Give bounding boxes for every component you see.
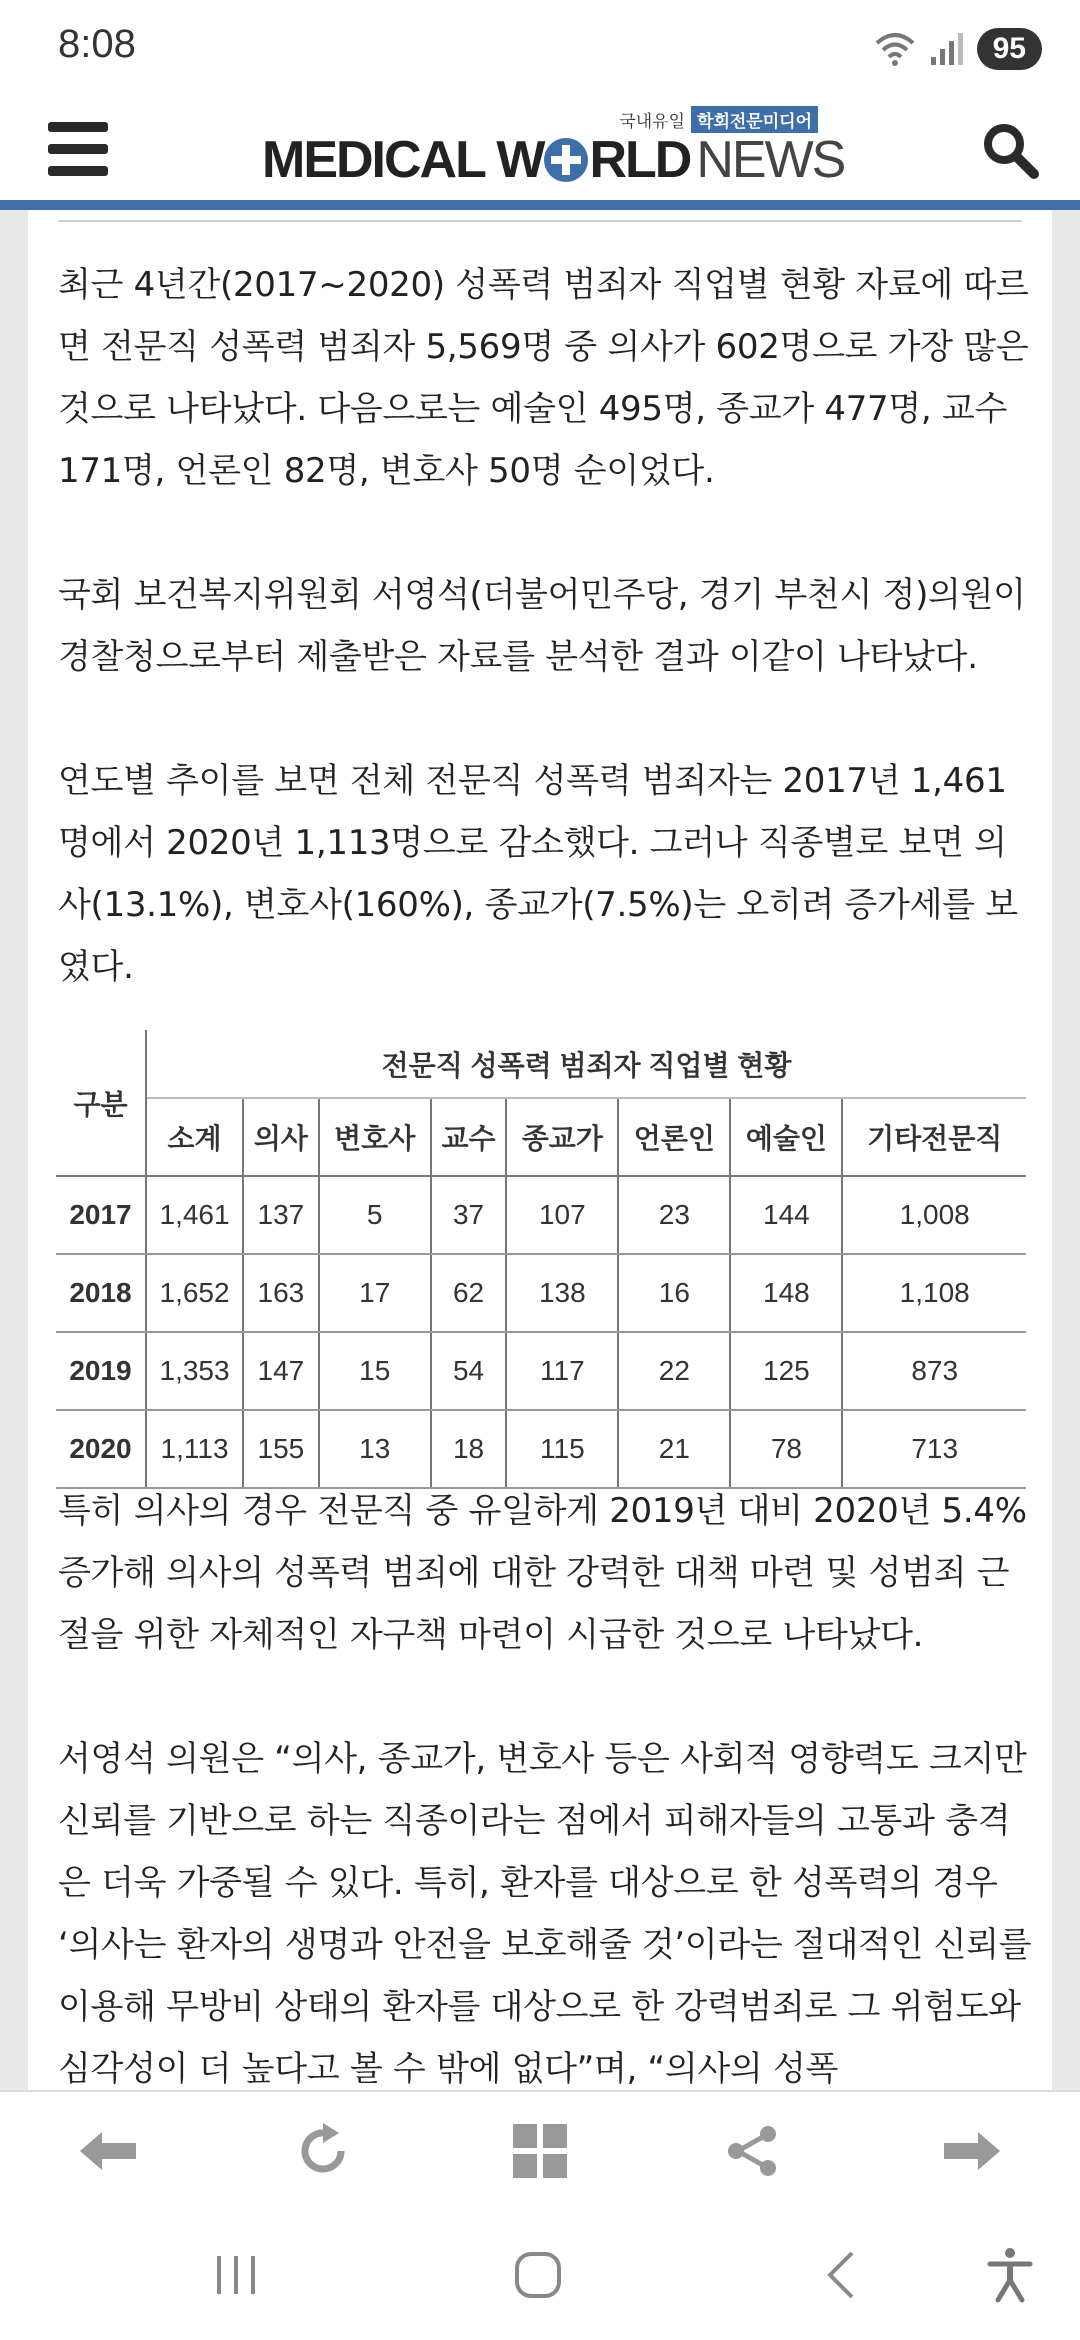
table-header-cell: 예술인 [730,1098,842,1176]
table-cell: 54 [431,1332,507,1410]
table-cell: 144 [730,1176,842,1254]
table-header-row [56,1098,1026,1176]
logo-badge: 학회전문미디어 [691,106,818,133]
table-row [56,1410,1026,1488]
table-cell: 23 [618,1176,730,1254]
table-cell: 22 [618,1332,730,1410]
table-cell: 1,008 [842,1176,1026,1254]
table-cell: 163 [243,1254,319,1332]
table-row [56,1332,1026,1410]
recent-apps-button[interactable] [196,2240,276,2310]
tabs-button[interactable] [500,2116,580,2186]
table-header-cell: 종교가 [506,1098,618,1176]
table-header-cell: 기타전문직 [842,1098,1026,1176]
hamburger-icon [48,122,108,132]
table-cell: 17 [319,1254,431,1332]
table-cell: 155 [243,1410,319,1488]
table-cell: 138 [506,1254,618,1332]
wifi-icon [873,29,917,69]
table-cell: 148 [730,1254,842,1332]
home-icon [512,2249,564,2301]
table-year-cell: 2018 [56,1254,146,1332]
share-button[interactable] [712,2116,792,2186]
system-back-icon [820,2249,860,2301]
table-cell: 1,652 [146,1254,243,1332]
refresh-button[interactable] [283,2116,363,2186]
tabs-grid-icon [511,2122,569,2180]
browser-nav-bar [0,2090,1080,2206]
table-cell: 37 [431,1176,507,1254]
table-cell: 873 [842,1332,1026,1410]
menu-button[interactable] [48,122,108,176]
recent-apps-icon [211,2252,261,2298]
table-year-cell: 2020 [56,1410,146,1488]
table-cell: 125 [730,1332,842,1410]
table-cell: 713 [842,1410,1026,1488]
table-cell: 1,113 [146,1410,243,1488]
back-button[interactable] [68,2116,148,2186]
table-header-cell: 언론인 [618,1098,730,1176]
table-year-cell: 2017 [56,1176,146,1254]
article-paragraph-2: 국회 보건복지위원회 서영석(더불어민주당, 경기 부천시 정)의원이 경찰청으로부터 제출받은 자료를 분석한 결과 이같이 나타났다. [58,575,1026,677]
search-icon [980,120,1040,180]
table-cell: 78 [730,1410,842,1488]
accessibility-button[interactable] [970,2240,1050,2310]
table-cell: 1,461 [146,1176,243,1254]
table-header-cell: 의사 [243,1098,319,1176]
table-cell: 16 [618,1254,730,1332]
site-logo[interactable] [262,104,845,196]
table-header-cell: 교수 [431,1098,507,1176]
system-nav-bar [0,2206,1080,2340]
table-cell: 115 [506,1410,618,1488]
table-row [56,1254,1026,1332]
header-accent-line [0,200,1080,210]
forward-icon [940,2126,1004,2176]
home-button[interactable] [498,2240,578,2310]
share-icon [724,2123,780,2179]
stats-table-image [56,1030,1026,1482]
table-cell: 15 [319,1332,431,1410]
table-cell: 13 [319,1410,431,1488]
article-paragraph-5: 서영석 의원은 “의사, 종교가, 변호사 등은 사회적 영향력도 크지만 신뢰를 기반으로 하는 직종이라는 점에서 피해자들의 고통과 충격은 더욱 가중될 수 있다. 특히, 환자를 대상으로 한 성폭력의 경우 ‘의사는 환자의 생명과 안전을 보호해줄 것’이라는 절대적인 신뢰를 이용해 무방비 상태의 환자를 대상으로 한 강력범죄로 그 위험도와 심각성이 더 높다고 볼 수 밖에 없다”며, “의사의 성폭 [58,1739,1032,2089]
back-icon [76,2126,140,2176]
signal-icon [929,31,965,67]
system-back-button[interactable] [800,2240,880,2310]
table-cell: 5 [319,1176,431,1254]
table-cell: 21 [618,1410,730,1488]
table-row [56,1176,1026,1254]
logo-text-world: RLD [589,131,691,189]
article-body [28,210,1052,2090]
site-header [0,100,1080,200]
battery-indicator: 95 [977,28,1042,70]
medical-cross-icon [544,138,588,182]
forward-button[interactable] [932,2116,1012,2186]
table-cell: 1,353 [146,1332,243,1410]
table-cell: 147 [243,1332,319,1410]
article-paragraph-1: 최근 4년간(2017~2020) 성폭력 범죄자 직업별 현황 자료에 따르면 전문직 성폭력 범죄자 5,569명 중 의사가 602명으로 가장 많은 것으로 나타났다. 다음으로는 예술인 495명, 종교가 477명, 교수 171명, 언론인 82명, 변호사 50명 순이었다. [58,265,1029,491]
content-frame [0,210,1080,2090]
article-paragraph-3: 연도별 추이를 보면 전체 전문직 성폭력 범죄자는 2017년 1,461명에서 2020년 1,113명으로 감소했다. 그러나 직종별로 보면 의사(13.1%), 변호사(160%), 종교가(7.5%)는 오히려 증가세를 보였다. [58,761,1018,987]
table-header-cell: 변호사 [319,1098,431,1176]
logo-text-medical: MEDICAL W [262,131,544,189]
table-cell: 107 [506,1176,618,1254]
accessibility-icon [986,2246,1034,2304]
table-year-cell: 2019 [56,1332,146,1410]
logo-text-news: NEWS [696,131,845,189]
table-cell: 62 [431,1254,507,1332]
table-cell: 117 [506,1332,618,1410]
status-icons [873,24,1042,74]
status-time: 8:08 [58,22,136,66]
table-cell: 1,108 [842,1254,1026,1332]
table-header-cell: 소계 [146,1098,243,1176]
divider [58,220,1022,222]
search-button[interactable] [980,120,1040,180]
stats-table [56,1030,1026,1489]
status-bar [0,0,1080,100]
article-paragraph-4: 특히 의사의 경우 전문직 중 유일하게 2019년 대비 2020년 5.4% 증가해 의사의 성폭력 범죄에 대한 강력한 대책 마련 및 성범죄 근절을 위한 자체적인 자구책 마련이 시급한 것으로 나타났다. [58,1491,1027,1655]
table-cell: 137 [243,1176,319,1254]
table-title: 전문직 성폭력 범죄자 직업별 현황 [146,1030,1026,1098]
logo-tagline: 국내유일 [619,112,686,132]
table-cell: 18 [431,1410,507,1488]
refresh-icon [293,2121,353,2181]
table-gubun-header: 구분 [56,1030,146,1176]
